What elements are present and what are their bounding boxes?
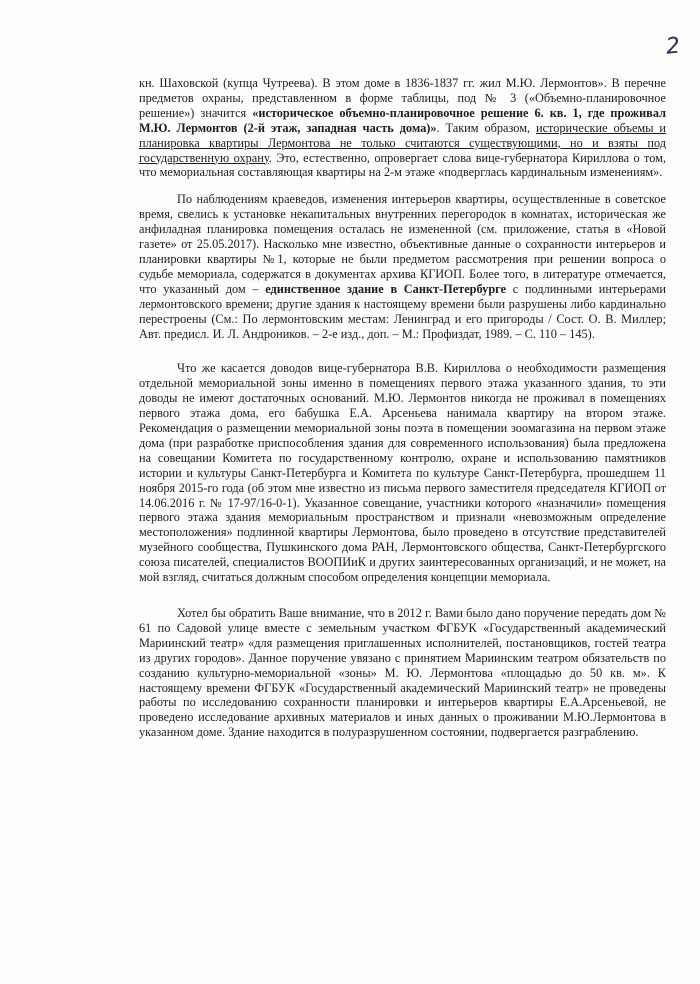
paragraph-2-bold: единственное здание в Санкт-Петербурге [265,281,507,296]
paragraph-1-text-b: . Таким образом, [436,120,536,135]
paragraph-4: Хотел бы обратить Ваше внимание, что в 2012 г. Вами было дано поручение передать дом № 61 по Садовой улице вместе с земельным участком ФГБУК «Государственный академический Мариинский театр» «для размещения приглашенных исполнителей, постановщиков, гостей театра из других городов». Данное поручение увязано с принятием Мариинским театром обязательств по созданию культурно-мемориальной «зоны» М. Ю. Лермонтова «площадью до 50 кв. м». К настоящему времени ФГБУК «Государственный академический Мариинский театр» не проведены работы по исследованию сохранности планировки и интерьеров квартиры Е.А.Арсеньевой, не проведено исследование архивных материалов и иных данных о проживании М.Ю.Лермонтова в указанном доме. Здание находится в полуразрушенном состоянии, подвергается разграблению. [139,606,666,740]
paragraph-1-bold-quote: «историческое объемно-планировочное решение 6. кв. 1, где проживал М.Ю. Лермонтов (2-й этаж, западная часть дома)» [139,105,666,135]
paragraph-2-text-b: с подлинными интерьерами лермонтовского времени; другие здания к настоящему времени были разрушены либо кардинально перестроены (См.: По лермонтовским местам: Ленинград и его пригороды / Сост. О. В. Миллер; Авт. предисл. И. Л. Андроников. – 2-е изд., доп. – М.: Профиздат, 1989. – С. 110 – 145). [139,281,666,341]
letter-body [139,76,666,740]
page-number: 2 [664,33,682,60]
paragraph-2 [139,192,666,341]
paragraph-1-underlined: исторические объемы и планировка квартиры Лермонтова не только считаются существующими, но и взяты под государственную охрану [139,120,666,165]
paragraph-2-text-a: По наблюдениям краеведов, изменения интерьеров квартиры, осуществленные в советское время, свелись к установке некапитальных внутренних перегородок в комнатах, историческая же анфиладная планировка помещения осталась не измененной (см. приложение, статья в «Новой газете» от 25.05.2017). Насколько мне известно, объективные данные о сохранности интерьеров и планировки квартиры №1, которые не были предметом рассмотрения при решении вопроса о судьбе мемориала, содержатся в документах архива КГИОП. Более того, в литературе отмечается, что указанный дом – [139,192,666,296]
paragraph-3: Что же касается доводов вице-губернатора В.В. Кириллова о необходимости размещения отдельной мемориальной зоны именно в помещениях первого этажа указанного здания, то эти доводы не имеют достаточных оснований. М.Ю. Лермонтов никогда не проживал в помещениях первого этажа дома, его бабушка Е.А. Арсеньева нанимала квартиру на втором этаже. Рекомендация о размещении мемориальной зоны поэта в помещении зоомагазина на первом этаже дома (при разработке приспособления здания для современного использования) была предложена на совещании Комитета по государственному контролю, охране и использованию памятников истории и культуры Санкт-Петербурга и Комитета по культуре Санкт-Петербурга, прошедшем 11 ноября 2015-го года (об этом мне известно из письма первого заместителя председателя КГИОП от 14.06.2016 г. № 17-97/16-0-1). Указанное совещание, участники которого «назначили» помещения первого этажа здания мемориальным пространством и признали «невозможным определение местоположения» подлинной квартиры Лермонтова, было проведено в отсутствие представителей музейного сообщества, Пушкинского дома РАН, Лермонтовского общества, Санкт-Петербургского союза писателей, специалистов ВООПИиК и других заинтересованных организаций, и не может, на мой взгляд, считаться должным способом определения концепции мемориала. [139,361,666,585]
paragraph-1-text-a: кн. Шаховской (купца Чутреева). В этом доме в 1836-1837 гг. жил М.Ю. Лермонтов». В перечне предметов охраны, представленном в форме таблицы, под № 3 («Объемно-планировочное решение») значится [139,76,666,120]
paragraph-1 [139,76,666,180]
paragraph-1-text-c: . Это, естественно, опровергает слова вице-губернатора Кириллова о том, что мемориальная составляющая квартиры на 2-м этаже «подверглась кардинальным изменениям». [139,150,666,180]
